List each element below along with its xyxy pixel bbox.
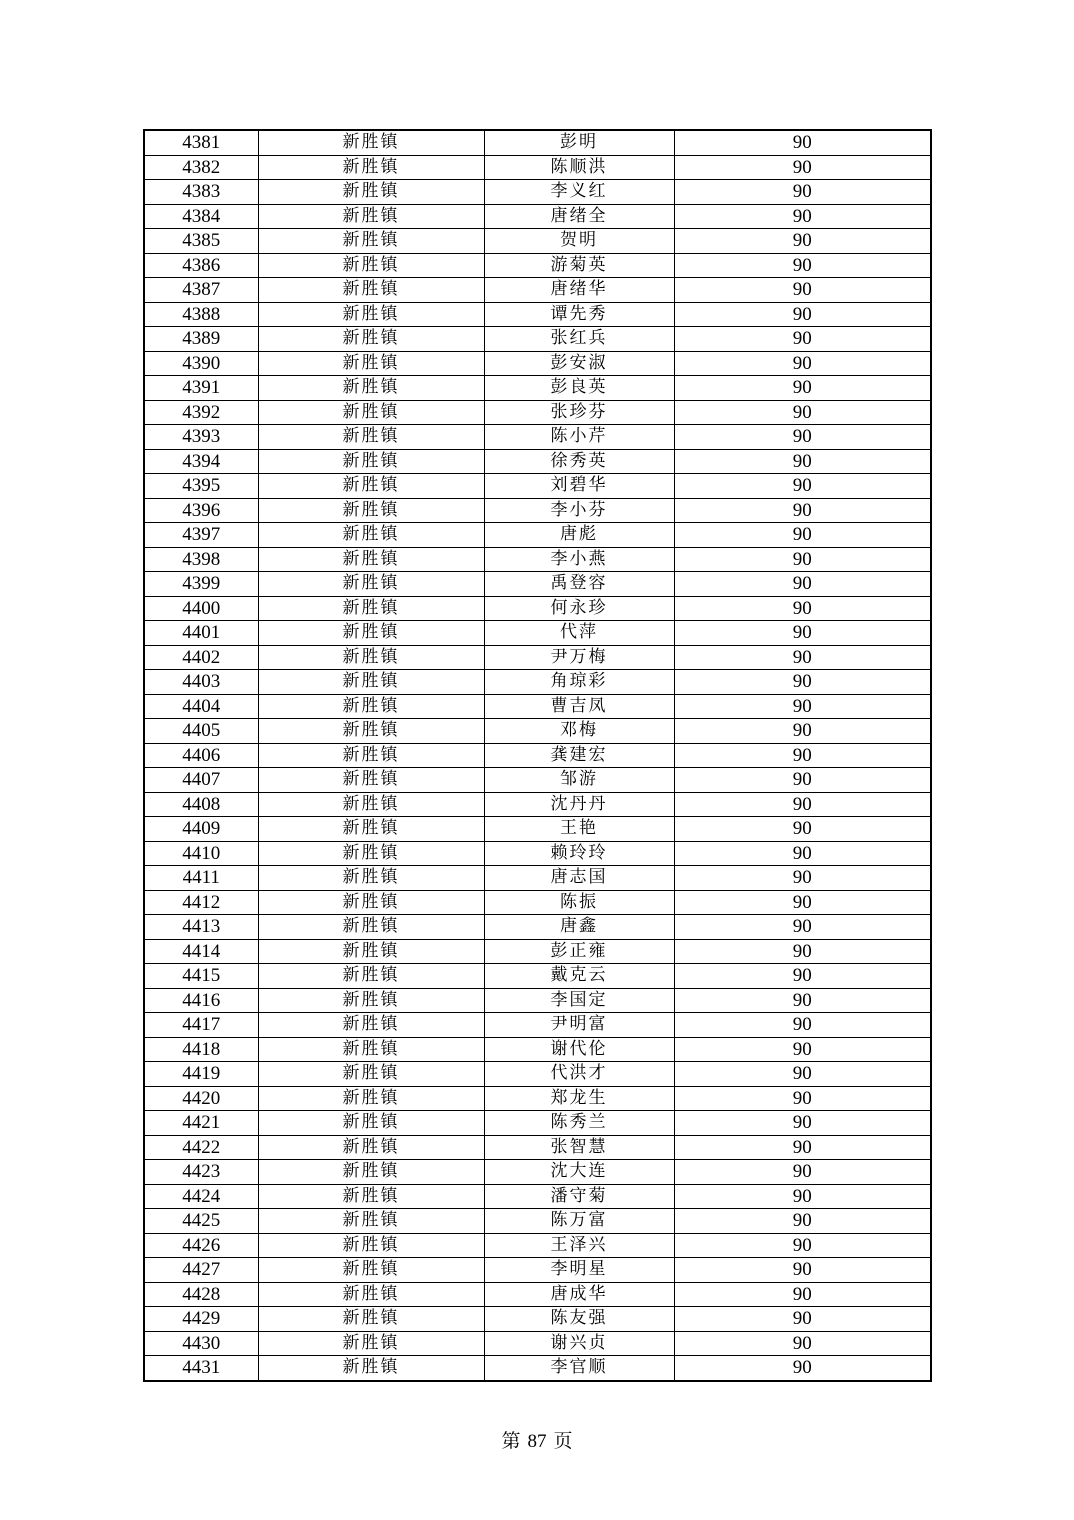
town-cell: 新胜镇	[258, 498, 484, 523]
score-cell: 90	[674, 866, 931, 891]
score-cell: 90	[674, 155, 931, 180]
row-id-cell: 4419	[144, 1062, 258, 1087]
table-row	[144, 915, 931, 940]
town-cell: 新胜镇	[258, 1062, 484, 1087]
row-id-cell: 4408	[144, 792, 258, 817]
town-cell: 新胜镇	[258, 890, 484, 915]
row-id-cell: 4389	[144, 327, 258, 352]
table-row	[144, 964, 931, 989]
table-row	[144, 596, 931, 621]
table-row	[144, 645, 931, 670]
row-id-cell: 4411	[144, 866, 258, 891]
score-cell: 90	[674, 180, 931, 205]
table-row	[144, 1258, 931, 1283]
row-id-cell: 4413	[144, 915, 258, 940]
score-cell: 90	[674, 670, 931, 695]
score-cell: 90	[674, 841, 931, 866]
town-cell: 新胜镇	[258, 1111, 484, 1136]
name-cell: 谭先秀	[484, 302, 674, 327]
row-id-cell: 4401	[144, 621, 258, 646]
table-row	[144, 229, 931, 254]
name-cell: 角琼彩	[484, 670, 674, 695]
town-cell: 新胜镇	[258, 645, 484, 670]
name-cell: 陈振	[484, 890, 674, 915]
row-id-cell: 4421	[144, 1111, 258, 1136]
table-row	[144, 792, 931, 817]
row-id-cell: 4390	[144, 351, 258, 376]
table-row	[144, 1209, 931, 1234]
table-row	[144, 694, 931, 719]
town-cell: 新胜镇	[258, 670, 484, 695]
name-cell: 沈丹丹	[484, 792, 674, 817]
table-row	[144, 204, 931, 229]
score-cell: 90	[674, 1184, 931, 1209]
score-cell: 90	[674, 1209, 931, 1234]
row-id-cell: 4386	[144, 253, 258, 278]
score-cell: 90	[674, 302, 931, 327]
table-row	[144, 327, 931, 352]
row-id-cell: 4422	[144, 1135, 258, 1160]
table-row	[144, 866, 931, 891]
table-row	[144, 351, 931, 376]
score-cell: 90	[674, 1086, 931, 1111]
name-cell: 禹登容	[484, 572, 674, 597]
town-cell: 新胜镇	[258, 1356, 484, 1381]
score-cell: 90	[674, 719, 931, 744]
town-cell: 新胜镇	[258, 302, 484, 327]
name-cell: 陈秀兰	[484, 1111, 674, 1136]
score-cell: 90	[674, 817, 931, 842]
score-cell: 90	[674, 376, 931, 401]
town-cell: 新胜镇	[258, 817, 484, 842]
town-cell: 新胜镇	[258, 1086, 484, 1111]
score-cell: 90	[674, 694, 931, 719]
table-row	[144, 670, 931, 695]
town-cell: 新胜镇	[258, 1209, 484, 1234]
table-row	[144, 939, 931, 964]
name-cell: 郑龙生	[484, 1086, 674, 1111]
town-cell: 新胜镇	[258, 792, 484, 817]
row-id-cell: 4426	[144, 1233, 258, 1258]
row-id-cell: 4396	[144, 498, 258, 523]
score-cell: 90	[674, 1037, 931, 1062]
row-id-cell: 4383	[144, 180, 258, 205]
table-row	[144, 1282, 931, 1307]
name-cell: 李义红	[484, 180, 674, 205]
score-cell: 90	[674, 645, 931, 670]
town-cell: 新胜镇	[258, 694, 484, 719]
row-id-cell: 4397	[144, 523, 258, 548]
row-id-cell: 4385	[144, 229, 258, 254]
table-row	[144, 1160, 931, 1185]
score-cell: 90	[674, 743, 931, 768]
row-id-cell: 4387	[144, 278, 258, 303]
table-row	[144, 621, 931, 646]
name-cell: 李国定	[484, 988, 674, 1013]
row-id-cell: 4381	[144, 130, 258, 155]
name-cell: 张珍芬	[484, 400, 674, 425]
name-cell: 曹吉凤	[484, 694, 674, 719]
row-id-cell: 4404	[144, 694, 258, 719]
row-id-cell: 4428	[144, 1282, 258, 1307]
score-cell: 90	[674, 130, 931, 155]
town-cell: 新胜镇	[258, 351, 484, 376]
table-row	[144, 1307, 931, 1332]
name-cell: 唐绪全	[484, 204, 674, 229]
table-row	[144, 425, 931, 450]
table-row	[144, 572, 931, 597]
table-row	[144, 400, 931, 425]
name-cell: 游菊英	[484, 253, 674, 278]
score-cell: 90	[674, 1135, 931, 1160]
name-cell: 王艳	[484, 817, 674, 842]
town-cell: 新胜镇	[258, 523, 484, 548]
score-cell: 90	[674, 768, 931, 793]
town-cell: 新胜镇	[258, 1135, 484, 1160]
name-cell: 彭明	[484, 130, 674, 155]
row-id-cell: 4415	[144, 964, 258, 989]
name-cell: 张红兵	[484, 327, 674, 352]
score-cell: 90	[674, 1356, 931, 1381]
page-number: 87	[527, 1431, 547, 1452]
town-cell: 新胜镇	[258, 572, 484, 597]
score-cell: 90	[674, 964, 931, 989]
name-cell: 尹明富	[484, 1013, 674, 1038]
score-cell: 90	[674, 253, 931, 278]
row-id-cell: 4405	[144, 719, 258, 744]
name-cell: 代洪才	[484, 1062, 674, 1087]
name-cell: 代萍	[484, 621, 674, 646]
row-id-cell: 4424	[144, 1184, 258, 1209]
score-cell: 90	[674, 1331, 931, 1356]
table-row	[144, 180, 931, 205]
row-id-cell: 4392	[144, 400, 258, 425]
footer-suffix: 页	[553, 1431, 573, 1452]
name-cell: 谢兴贞	[484, 1331, 674, 1356]
name-cell: 何永珍	[484, 596, 674, 621]
table-row	[144, 278, 931, 303]
name-cell: 龚建宏	[484, 743, 674, 768]
name-cell: 潘守菊	[484, 1184, 674, 1209]
score-cell: 90	[674, 988, 931, 1013]
score-cell: 90	[674, 1062, 931, 1087]
score-cell: 90	[674, 425, 931, 450]
row-id-cell: 4427	[144, 1258, 258, 1283]
row-id-cell: 4399	[144, 572, 258, 597]
score-cell: 90	[674, 1111, 931, 1136]
town-cell: 新胜镇	[258, 204, 484, 229]
table-row	[144, 1184, 931, 1209]
town-cell: 新胜镇	[258, 1233, 484, 1258]
score-cell: 90	[674, 278, 931, 303]
name-cell: 彭安淑	[484, 351, 674, 376]
name-cell: 尹万梅	[484, 645, 674, 670]
town-cell: 新胜镇	[258, 1037, 484, 1062]
score-cell: 90	[674, 1307, 931, 1332]
score-cell: 90	[674, 351, 931, 376]
table-row	[144, 817, 931, 842]
table-row	[144, 1037, 931, 1062]
row-id-cell: 4382	[144, 155, 258, 180]
row-id-cell: 4414	[144, 939, 258, 964]
score-cell: 90	[674, 523, 931, 548]
town-cell: 新胜镇	[258, 449, 484, 474]
row-id-cell: 4398	[144, 547, 258, 572]
score-cell: 90	[674, 621, 931, 646]
town-cell: 新胜镇	[258, 1307, 484, 1332]
row-id-cell: 4400	[144, 596, 258, 621]
name-cell: 陈小芹	[484, 425, 674, 450]
row-id-cell: 4403	[144, 670, 258, 695]
score-cell: 90	[674, 204, 931, 229]
score-cell: 90	[674, 1258, 931, 1283]
row-id-cell: 4395	[144, 474, 258, 499]
town-cell: 新胜镇	[258, 841, 484, 866]
score-cell: 90	[674, 400, 931, 425]
table-row	[144, 743, 931, 768]
name-cell: 徐秀英	[484, 449, 674, 474]
score-cell: 90	[674, 327, 931, 352]
row-id-cell: 4423	[144, 1160, 258, 1185]
score-cell: 90	[674, 1013, 931, 1038]
town-cell: 新胜镇	[258, 1160, 484, 1185]
name-cell: 李小芬	[484, 498, 674, 523]
score-cell: 90	[674, 1233, 931, 1258]
score-cell: 90	[674, 915, 931, 940]
score-cell: 90	[674, 792, 931, 817]
table-row	[144, 1013, 931, 1038]
score-cell: 90	[674, 474, 931, 499]
score-cell: 90	[674, 939, 931, 964]
row-id-cell: 4394	[144, 449, 258, 474]
score-cell: 90	[674, 890, 931, 915]
name-cell: 邓梅	[484, 719, 674, 744]
score-cell: 90	[674, 449, 931, 474]
town-cell: 新胜镇	[258, 743, 484, 768]
town-cell: 新胜镇	[258, 253, 484, 278]
name-cell: 彭良英	[484, 376, 674, 401]
name-cell: 彭正雍	[484, 939, 674, 964]
name-cell: 唐绪华	[484, 278, 674, 303]
row-id-cell: 4410	[144, 841, 258, 866]
town-cell: 新胜镇	[258, 130, 484, 155]
table-row	[144, 523, 931, 548]
table-row	[144, 498, 931, 523]
row-id-cell: 4406	[144, 743, 258, 768]
town-cell: 新胜镇	[258, 400, 484, 425]
row-id-cell: 4416	[144, 988, 258, 1013]
name-cell: 李官顺	[484, 1356, 674, 1381]
score-cell: 90	[674, 1282, 931, 1307]
table-row	[144, 1086, 931, 1111]
records-table-body	[144, 130, 931, 1381]
town-cell: 新胜镇	[258, 1258, 484, 1283]
row-id-cell: 4388	[144, 302, 258, 327]
town-cell: 新胜镇	[258, 964, 484, 989]
table-row	[144, 768, 931, 793]
name-cell: 邹游	[484, 768, 674, 793]
table-row	[144, 302, 931, 327]
town-cell: 新胜镇	[258, 547, 484, 572]
name-cell: 赖玲玲	[484, 841, 674, 866]
town-cell: 新胜镇	[258, 1184, 484, 1209]
town-cell: 新胜镇	[258, 425, 484, 450]
town-cell: 新胜镇	[258, 1331, 484, 1356]
score-cell: 90	[674, 596, 931, 621]
name-cell: 李小燕	[484, 547, 674, 572]
records-table	[143, 129, 932, 1382]
table-row	[144, 130, 931, 155]
name-cell: 沈大连	[484, 1160, 674, 1185]
name-cell: 唐鑫	[484, 915, 674, 940]
table-row	[144, 1356, 931, 1381]
score-cell: 90	[674, 498, 931, 523]
table-row	[144, 1135, 931, 1160]
table-row	[144, 474, 931, 499]
name-cell: 李明星	[484, 1258, 674, 1283]
name-cell: 刘碧华	[484, 474, 674, 499]
name-cell: 唐志国	[484, 866, 674, 891]
row-id-cell: 4430	[144, 1331, 258, 1356]
row-id-cell: 4417	[144, 1013, 258, 1038]
footer-prefix: 第	[501, 1431, 521, 1452]
table-row	[144, 988, 931, 1013]
town-cell: 新胜镇	[258, 180, 484, 205]
name-cell: 谢代伦	[484, 1037, 674, 1062]
town-cell: 新胜镇	[258, 1282, 484, 1307]
name-cell: 陈顺洪	[484, 155, 674, 180]
row-id-cell: 4402	[144, 645, 258, 670]
name-cell: 陈万富	[484, 1209, 674, 1234]
town-cell: 新胜镇	[258, 866, 484, 891]
name-cell: 唐成华	[484, 1282, 674, 1307]
table-row	[144, 890, 931, 915]
town-cell: 新胜镇	[258, 621, 484, 646]
table-row	[144, 1111, 931, 1136]
row-id-cell: 4429	[144, 1307, 258, 1332]
town-cell: 新胜镇	[258, 474, 484, 499]
town-cell: 新胜镇	[258, 915, 484, 940]
table-row	[144, 449, 931, 474]
table-row	[144, 841, 931, 866]
table-row	[144, 155, 931, 180]
name-cell: 王泽兴	[484, 1233, 674, 1258]
table-row	[144, 547, 931, 572]
table-row	[144, 1331, 931, 1356]
name-cell: 张智慧	[484, 1135, 674, 1160]
town-cell: 新胜镇	[258, 155, 484, 180]
row-id-cell: 4420	[144, 1086, 258, 1111]
row-id-cell: 4393	[144, 425, 258, 450]
town-cell: 新胜镇	[258, 278, 484, 303]
score-cell: 90	[674, 572, 931, 597]
row-id-cell: 4412	[144, 890, 258, 915]
name-cell: 唐彪	[484, 523, 674, 548]
row-id-cell: 4391	[144, 376, 258, 401]
row-id-cell: 4384	[144, 204, 258, 229]
score-cell: 90	[674, 229, 931, 254]
row-id-cell: 4418	[144, 1037, 258, 1062]
table-row	[144, 253, 931, 278]
town-cell: 新胜镇	[258, 768, 484, 793]
score-cell: 90	[674, 547, 931, 572]
name-cell: 贺明	[484, 229, 674, 254]
town-cell: 新胜镇	[258, 376, 484, 401]
name-cell: 戴克云	[484, 964, 674, 989]
page-footer	[0, 1430, 1074, 1454]
score-cell: 90	[674, 1160, 931, 1185]
town-cell: 新胜镇	[258, 327, 484, 352]
row-id-cell: 4431	[144, 1356, 258, 1381]
table-row	[144, 1062, 931, 1087]
row-id-cell: 4409	[144, 817, 258, 842]
row-id-cell: 4425	[144, 1209, 258, 1234]
table-row	[144, 1233, 931, 1258]
row-id-cell: 4407	[144, 768, 258, 793]
town-cell: 新胜镇	[258, 1013, 484, 1038]
town-cell: 新胜镇	[258, 939, 484, 964]
town-cell: 新胜镇	[258, 719, 484, 744]
table-row	[144, 719, 931, 744]
town-cell: 新胜镇	[258, 229, 484, 254]
town-cell: 新胜镇	[258, 988, 484, 1013]
name-cell: 陈友强	[484, 1307, 674, 1332]
table-row	[144, 376, 931, 401]
town-cell: 新胜镇	[258, 596, 484, 621]
